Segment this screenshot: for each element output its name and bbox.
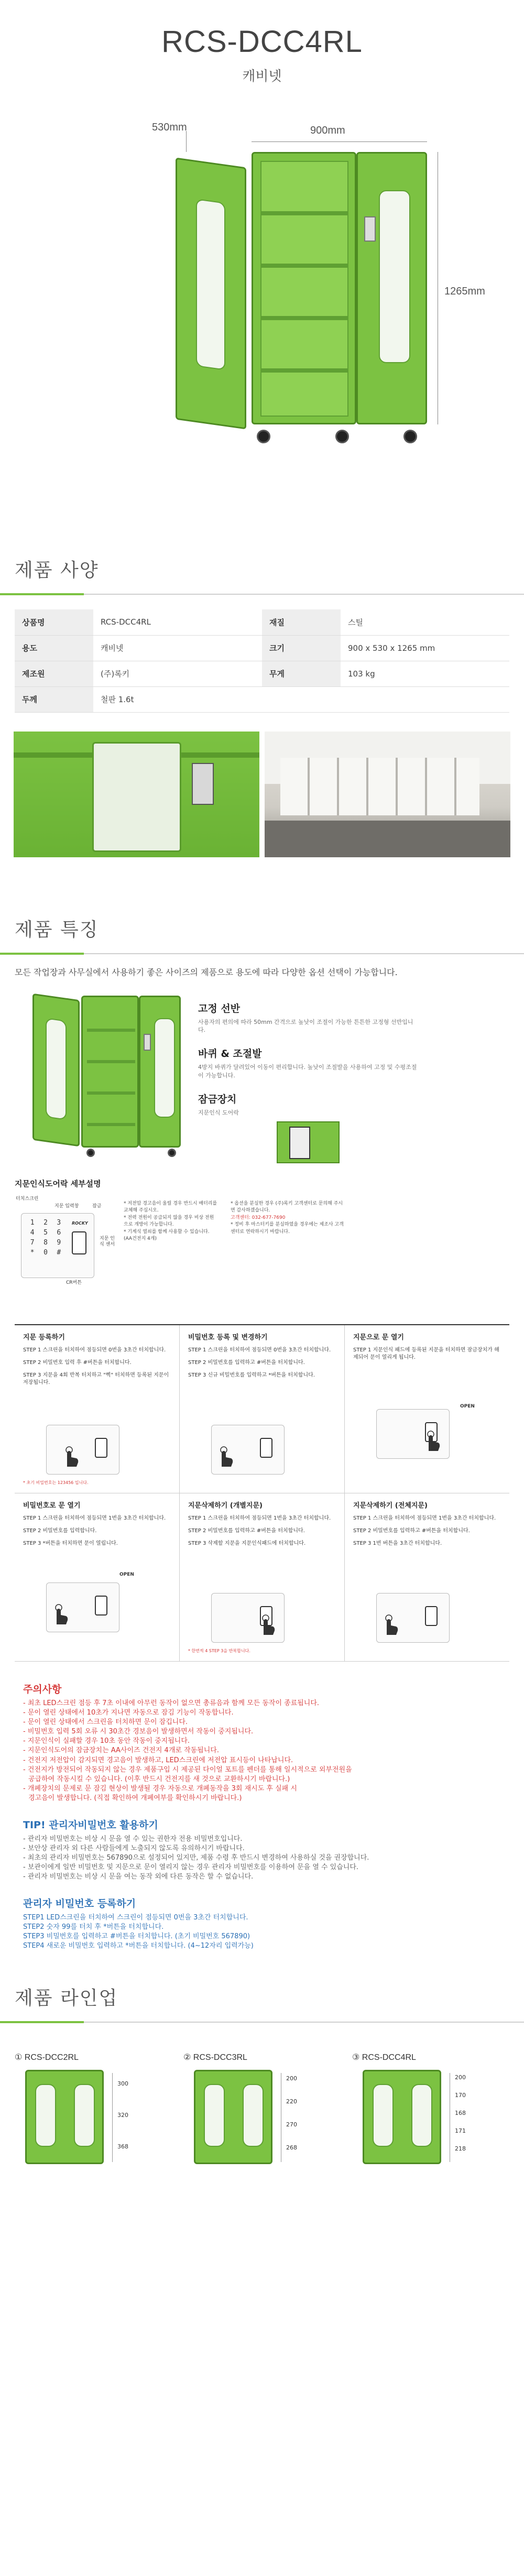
feature-item <box>198 1046 418 1080</box>
callout-touchscreen: 터치스크린 <box>16 1196 39 1202</box>
step-note: * 한번씩 4 STEP 3을 반복합니다. <box>188 1648 250 1653</box>
shelf <box>260 264 348 268</box>
fingerprint-window <box>260 1438 272 1458</box>
photo-door-window <box>92 742 181 852</box>
ruler-value: 320 <box>117 2112 128 2119</box>
shelf <box>260 211 348 215</box>
door-window <box>379 190 410 363</box>
lineup-cabinet <box>194 2070 272 2164</box>
door-window <box>411 2084 432 2147</box>
spec-value: 철판 1.6t <box>93 686 262 712</box>
notice-section <box>0 1662 524 1951</box>
fingerprint-title: 지문인식도어락 세부설명 <box>15 1178 101 1188</box>
notes-left: * 저전압 경고음이 울릴 경우 반드시 배터리를 교체해 주십시오. * 전력 전원이 공급되지 않을 경우 비상 전원으로 개방이 가능합니다. * 기계식 열쇠를 함께 사용할 수 있습니다. (AA건전지 4개) <box>124 1200 217 1241</box>
step-title: 지문 등록하기 <box>23 1333 65 1341</box>
notice-list <box>23 1699 501 1804</box>
key-label: * <box>30 1248 35 1257</box>
callout-fp-cover: 지문 입력창 <box>54 1203 79 1209</box>
admin-step: STEP4 새로운 비밀번호 입력하고 *버튼을 터치합니다. (4~12자리 입력가능) <box>23 1942 254 1950</box>
notice-title: 주의사항 <box>23 1683 62 1695</box>
hand-touch-icon <box>216 1446 234 1467</box>
step-line: STEP 1 스크린을 터치하여 점등되면 1번을 3초간 터치합니다. <box>188 1515 331 1521</box>
ruler-value: 170 <box>455 2092 466 2099</box>
door-window <box>243 2084 264 2147</box>
step-box-open-fingerprint <box>345 1325 509 1493</box>
notes-right <box>231 1200 346 1236</box>
feature-list <box>198 1001 418 1129</box>
open-label: OPEN <box>119 1571 134 1577</box>
ruler-value: 270 <box>286 2121 297 2129</box>
step-line: STEP 1 스크린을 터치하여 점등되면 0번을 3초간 터치합니다. <box>188 1347 331 1353</box>
hand-touch-icon <box>62 1446 80 1467</box>
spec-key: 두께 <box>15 686 93 712</box>
tip-item: - 관리자 비밀번호는 비상 시 문을 여는 동작 외에 다른 동작은 할 수 없습니다. <box>23 1873 254 1881</box>
ruler-value: 200 <box>286 2075 297 2082</box>
open-label: OPEN <box>460 1403 475 1409</box>
spec-table <box>15 609 509 713</box>
door-window <box>373 2084 394 2147</box>
lineup-section <box>0 1951 524 2173</box>
section-divider <box>0 953 524 954</box>
key-label: 4 <box>30 1228 35 1237</box>
fingerprint-window <box>95 1438 107 1458</box>
step-box-delete-single <box>180 1493 345 1661</box>
step-title: 지문으로 문 열기 <box>353 1333 404 1341</box>
feature-item <box>198 1091 418 1117</box>
lock-keypad-image <box>289 1127 310 1159</box>
admin-step: STEP3 비밀번호를 입력하고 #버튼을 터치합니다. (초기 비밀번호 567890) <box>23 1932 250 1940</box>
spec-value <box>341 686 509 712</box>
step-line: STEP 1 스크린을 터치하여 점등되면 1번을 3초간 터치합니다. <box>23 1515 166 1521</box>
key-label: # <box>57 1248 61 1257</box>
keypad-grid <box>27 1219 64 1257</box>
spec-row <box>15 686 509 712</box>
shelf <box>87 1123 135 1126</box>
step-line: STEP 2 비밀번호를 입력하고 #버튼을 터치합니다. <box>188 1359 305 1366</box>
step-box-password-register <box>180 1325 345 1493</box>
dimension-diagram <box>0 122 524 466</box>
fingerprint-lock <box>144 1034 151 1051</box>
ruler-value: 300 <box>117 2080 128 2088</box>
lineup-item <box>183 2052 341 2173</box>
step-box-register-fingerprint <box>15 1325 180 1493</box>
key-label: 0 <box>43 1248 48 1257</box>
fingerprint-lock <box>364 216 376 242</box>
notice-item: - 개폐장치의 문제로 문 잠김 현상이 발생될 경우 자동으로 개폐동작을 3회 재시도 후 실패 시 <box>23 1785 297 1793</box>
feature-title: 잠금장치 <box>198 1094 237 1106</box>
section-divider <box>0 594 524 595</box>
admin-title: 관리자 비밀번호 등록하기 <box>23 1897 136 1909</box>
step-line: STEP 2 비밀번호를 입력합니다. <box>23 1527 97 1534</box>
tip-title: TIP! 관리자비밀번호 활용하기 <box>23 1819 158 1831</box>
width-label: 900mm <box>310 125 345 136</box>
product-photos <box>14 732 510 857</box>
step-line: STEP 2 비밀번호 입력 후 #버튼을 터치합니다. <box>23 1359 132 1366</box>
key-label: 3 <box>57 1218 61 1227</box>
step-line: STEP 3 지문을 4회 반복 터치하고 "삑" 터치하면 등록된 지문이 저장됩니다. <box>23 1372 169 1385</box>
step-box-open-password <box>15 1493 180 1661</box>
spec-key <box>262 686 341 712</box>
brand-logo: ROCKY <box>72 1220 88 1226</box>
door-window <box>154 1018 175 1118</box>
step-row <box>15 1325 509 1493</box>
key-label: 5 <box>43 1228 48 1237</box>
tip-item: - 보안상 관리자 외 다른 사람들에게 노출되지 않도록 유의하시기 바랍니다. <box>23 1844 245 1852</box>
spec-section <box>0 524 524 857</box>
ruler-value: 268 <box>286 2144 297 2152</box>
customer-center-tel: 고객센터: 032-677-7690 <box>231 1215 286 1220</box>
shelf <box>87 1091 135 1095</box>
hand-touch-icon <box>381 1614 399 1635</box>
note-item: * 정비 후 마스터키를 분실하였을 경우에는 제조사 고객센터로 연락하시기 바랍니다. <box>231 1222 344 1235</box>
door-window <box>204 2084 225 2147</box>
open-left-door <box>176 158 246 430</box>
notice-item: - 최초 LED스크린 점등 후 7초 이내에 아무런 동작이 없으면 총류음과 함께 모든 동작이 종료됩니다. <box>23 1699 320 1707</box>
admin-step: STEP2 숫자 99를 터치 후 *버튼을 터치합니다. <box>23 1923 164 1931</box>
tip-item: - 보관이에게 일반 비밀번호 및 지문으로 문이 열리지 않는 경우 관리자 비밀번호를 이용하여 문을 열 수 있습니다. <box>23 1863 359 1872</box>
lineup-name: ③ RCS-DCC4RL <box>352 2053 416 2062</box>
feature-overview <box>0 996 524 1153</box>
right-door <box>356 152 427 424</box>
ruler-value: 220 <box>286 2098 297 2105</box>
hand-touch-icon <box>258 1614 276 1635</box>
shelf <box>87 1060 135 1063</box>
spec-value: 900 x 530 x 1265 mm <box>341 635 509 661</box>
ruler-value: 218 <box>455 2145 466 2153</box>
features-intro: 모든 작업장과 사무실에서 사용하기 좋은 사이즈의 제품으로 용도에 따라 다양한 옵션 선택이 가능합니다. <box>15 967 398 977</box>
height-ruler <box>112 2073 113 2162</box>
note-item: * 옵션을 분실한 경우 (주)록키 고객센터로 문의해 주시면 감사하겠습니다. <box>231 1200 343 1213</box>
step-line: STEP 3 1번 버튼을 3초간 터치합니다. <box>353 1540 442 1546</box>
spec-value: 스틸 <box>341 609 509 635</box>
notice-item: - 문이 열린 상태에서 스크린을 터치하면 문이 잠깁니다. <box>23 1718 188 1726</box>
hand-touch-icon <box>51 1603 69 1624</box>
spec-row <box>15 661 509 686</box>
key-label: 2 <box>43 1218 48 1227</box>
lineup-cabinet <box>25 2070 104 2164</box>
notice-item: - 지문인식도어의 잠금장치는 AA사이즈 건전지 4개로 작동됩니다. <box>23 1747 219 1755</box>
feature-desc: 4방지 바퀴가 달려있어 이동이 편리합니다. 높낮이 조절발을 사용하여 고정 및 수평조절이 가능합니다. <box>198 1064 417 1079</box>
fingerprint-window <box>72 1231 86 1254</box>
step-box-delete-all <box>345 1493 509 1661</box>
door-window <box>46 1018 67 1120</box>
feature-desc: 지문인식 도어락 <box>198 1109 239 1117</box>
feature-cabinet-body <box>81 996 139 1148</box>
step-title: 비밀번호 등록 및 변경하기 <box>188 1333 268 1341</box>
feature-right-door <box>139 996 181 1148</box>
step-title: 비밀번호로 문 열기 <box>23 1501 81 1510</box>
spec-key: 무게 <box>262 661 341 686</box>
key-label: 1 <box>30 1218 35 1227</box>
caster-icon <box>257 430 270 443</box>
lineup-item <box>15 2052 172 2173</box>
notice-item: - 건전지가 방전되어 작동되지 않는 경우 제품구입 시 제공된 다이얼 포트를 펜더를 통해 일시적으로 외부전원을 <box>23 1765 352 1774</box>
notice-item: - 문이 열린 상태에서 10초가 지나면 자동으로 잠김 기능이 작동합니다. <box>23 1708 234 1717</box>
ruler-value: 200 <box>455 2074 466 2081</box>
photo-cabinet-row <box>280 758 479 815</box>
feature-desc: 사용자의 편의에 따라 50mm 간격으로 높낮이 조절이 가능한 튼튼한 고정형 선반입니다. <box>198 1018 413 1034</box>
notice-item: - 지문인식이 실패할 경우 10초 동안 작동이 중지됩니다. <box>23 1737 190 1745</box>
caster-icon <box>168 1149 176 1157</box>
keypad-diagram <box>21 1213 94 1278</box>
photo-floor <box>265 821 510 857</box>
features-heading: 제품 특징 <box>15 919 99 941</box>
step-line: STEP 3 신규 비밀번호를 입력하고 *버튼을 터치합니다. <box>188 1372 315 1378</box>
step-title: 지문삭제하기 (개별지문) <box>188 1501 263 1510</box>
key-label: 7 <box>30 1238 35 1247</box>
notice-item: - 비밀번호 입력 5회 오류 시 30초간 경보음이 발생하면서 작동이 중지됩니다. <box>23 1728 254 1736</box>
lineup-name: ② RCS-DCC3RL <box>183 2053 247 2062</box>
ruler-value: 368 <box>117 2143 128 2151</box>
step-line: STEP 3 *버튼을 터치하면 문이 열립니다. <box>23 1540 118 1546</box>
depth-label: 530mm <box>152 122 187 133</box>
feature-title: 바퀴 & 조절발 <box>198 1048 262 1060</box>
usage-steps <box>15 1324 509 1662</box>
spec-value: 캐비넷 <box>93 635 262 661</box>
hero-section <box>0 0 524 524</box>
depth-dim-line <box>186 131 187 152</box>
step-row <box>15 1493 509 1662</box>
admin-list <box>23 1913 501 1951</box>
key-label: 9 <box>57 1238 61 1247</box>
lineup-row <box>15 2052 509 2173</box>
step-line: STEP 1 스크린을 터치하여 점등되면 1번을 3초간 터치합니다. <box>353 1515 496 1521</box>
step-line: STEP 2 비밀번호를 입력하고 #버튼을 터치합니다. <box>188 1527 305 1534</box>
tip-item: - 최초의 관리자 비밀번호는 567890으로 설정되어 있지만, 제품 수령 후 반드시 변경하여 사용하실 것을 권장합니다. <box>23 1853 369 1862</box>
installed-photo <box>265 732 510 857</box>
hand-touch-icon <box>423 1430 441 1451</box>
spec-key: 용도 <box>15 635 93 661</box>
spec-row <box>15 635 509 661</box>
tip-list <box>23 1835 501 1882</box>
caster-icon <box>86 1149 95 1157</box>
fingerprint-window <box>425 1606 438 1626</box>
door-window <box>35 2084 56 2147</box>
callout-sensor: 지문 인식 센서 <box>100 1236 115 1247</box>
step-line: STEP 1 스크린을 터치하여 점등되면 0번을 3초간 터치합니다. <box>23 1347 166 1353</box>
spec-value: RCS-DCC4RL <box>93 609 262 635</box>
ruler-value: 168 <box>455 2110 466 2117</box>
notice-item: 공급하여 작동시킬 수 있습니다. (이후 반드시 건전지를 새 것으로 교환하시기 바랍니다.) <box>28 1775 290 1783</box>
door-window <box>74 2084 95 2147</box>
shelf <box>260 316 348 320</box>
step-line: STEP 3 삭제할 지문을 지문인식패드에 터치합니다. <box>188 1540 306 1546</box>
fingerprint-detail <box>0 1196 524 1301</box>
keypad-diagram <box>46 1425 119 1475</box>
admin-step: STEP1 LED스크린을 터치하여 스크린이 점등되면 0번을 3초간 터치합니다. <box>23 1913 248 1922</box>
features-section <box>0 857 524 1662</box>
spec-key: 재질 <box>262 609 341 635</box>
lineup-cabinet <box>363 2070 441 2164</box>
cabinet-interior <box>260 161 348 417</box>
height-label: 1265mm <box>444 286 485 297</box>
notice-item: - 건전지 저전압이 감지되면 경고음이 발생하고, LED스크린에 저전압 표시등이 나타납니다. <box>23 1756 293 1764</box>
photo-keypad <box>192 763 214 805</box>
step-line: STEP 1 지문인식 패드에 등록된 지문을 터치하면 잠금장치가 해제되어 문이 열리게 됩니다. <box>353 1347 499 1360</box>
caster-icon <box>403 430 417 443</box>
feature-open-door <box>32 993 80 1147</box>
spec-key: 상품명 <box>15 609 93 635</box>
spec-row <box>15 609 509 635</box>
step-title: 지문삭제하기 (전체지문) <box>353 1501 428 1510</box>
key-label: 6 <box>57 1228 61 1237</box>
caster-icon <box>335 430 349 443</box>
lineup-heading: 제품 라인업 <box>15 1988 118 2010</box>
lock-closeup <box>277 1121 340 1163</box>
fingerprint-window <box>95 1596 107 1616</box>
spec-heading: 제품 사양 <box>15 560 99 581</box>
callout-cr: CR버튼 <box>66 1280 82 1285</box>
feature-title: 고정 선반 <box>198 1002 241 1014</box>
door-window <box>196 199 225 370</box>
callout-lock: 잠금 <box>92 1203 102 1209</box>
section-divider <box>0 2022 524 2023</box>
spec-key: 크기 <box>262 635 341 661</box>
spec-value: 103 kg <box>341 661 509 686</box>
spec-value: (주)록키 <box>93 661 262 686</box>
cabinet-body <box>252 152 356 424</box>
model-title: RCS-DCC4RL <box>161 25 363 59</box>
lineup-item <box>352 2052 509 2173</box>
tip-item: - 관리자 비밀번호는 비상 시 문을 열 수 있는 권한자 전용 비밀번호입니다. <box>23 1835 243 1843</box>
lineup-name: ① RCS-DCC2RL <box>15 2053 79 2062</box>
spec-key: 제조원 <box>15 661 93 686</box>
width-dim-line <box>252 141 427 142</box>
shelf <box>87 1029 135 1032</box>
shelf <box>260 368 348 373</box>
notice-item: 경고음이 발생합니다. (직접 확인하여 개폐여부를 확인하시기 바랍니다.) <box>28 1794 242 1803</box>
closeup-photo <box>14 732 259 857</box>
ruler-value: 171 <box>455 2127 466 2135</box>
key-label: 8 <box>43 1238 48 1247</box>
model-subtitle: 캐비넷 <box>242 69 282 84</box>
step-note: * 초기 비밀번호는 123456 입니다. <box>23 1480 89 1485</box>
step-line: STEP 2 비밀번호를 입력하고 #버튼을 터치합니다. <box>353 1527 470 1534</box>
feature-item <box>198 1001 418 1035</box>
